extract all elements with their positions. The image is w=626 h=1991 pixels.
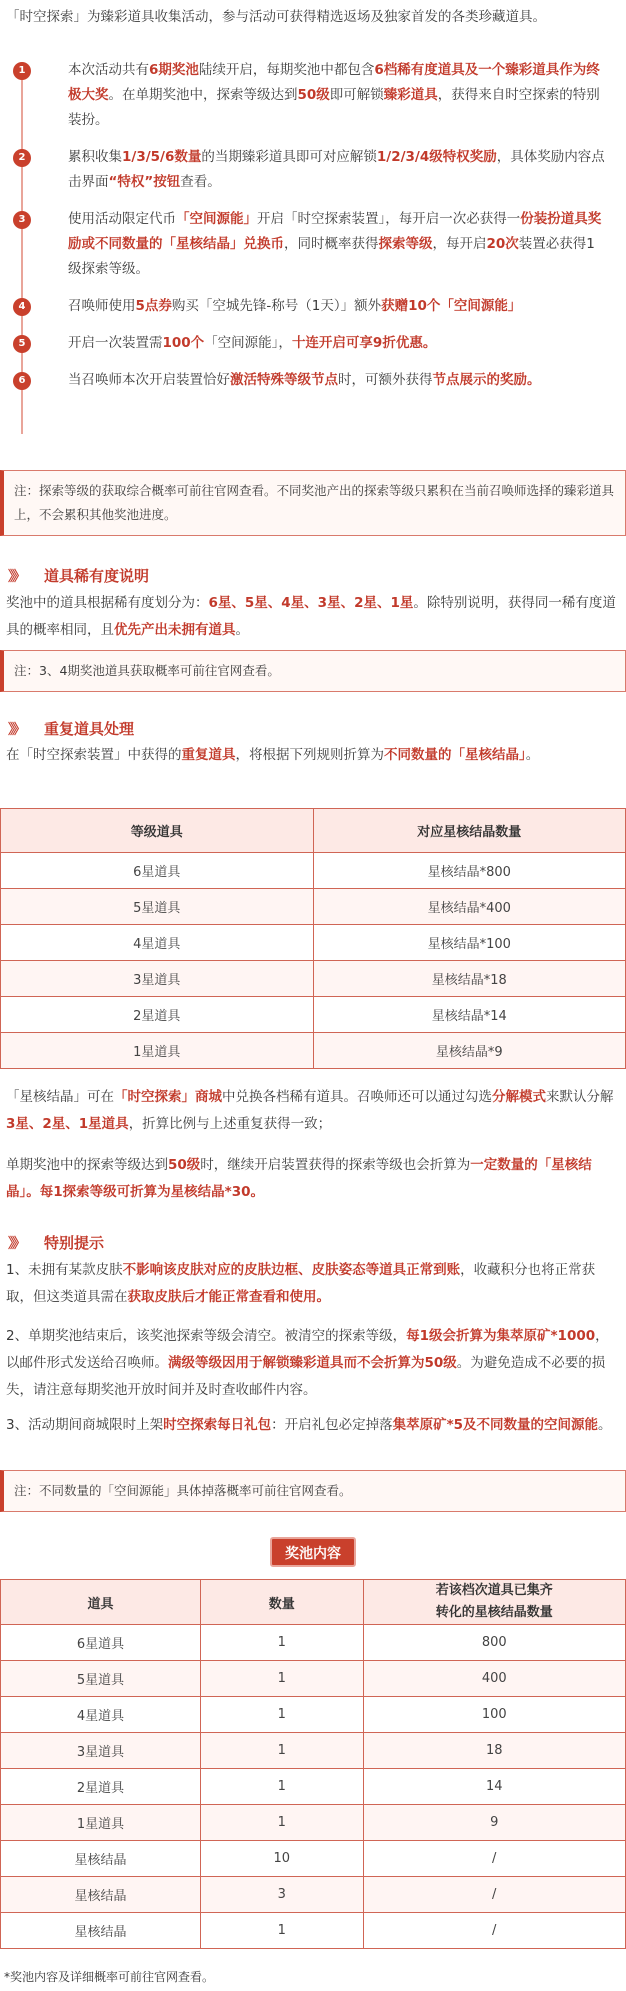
table-cell: 400 [363,1661,626,1697]
step-number-icon: 3 [13,211,31,229]
table-cell: 800 [363,1625,626,1661]
tip-2: 2、单期奖池结束后，该奖池探索等级会清空。被清空的探索等级，每1级会折算为集萃原矿*1000，以邮件形式发送给召唤师。满级等级因用于解锁臻彩道具而不会折算为50级。为避免造成不必要的损失，请注意每期奖池开放时间并及时查收邮件内容。 [6,1328,609,1398]
table-row [1,1805,626,1841]
table-cell: 3 [201,1877,364,1913]
section-header-duplicate [8,718,134,739]
tip-3: 3、活动期间商城限时上架时空探索每日礼包：开启礼包必定掉落集萃原矿*5及不同数量的空间源能。 [6,1417,612,1433]
table-row [1,1877,626,1913]
table-cell: 星核结晶 [1,1841,201,1877]
step-number-icon: 2 [13,149,31,167]
step-number-icon: 1 [13,62,31,80]
table-cell: 1 [201,1697,364,1733]
section-header-rarity [8,565,149,586]
step-item: 3 使用活动限定代币「空间源能」开启「时空探索装置」，每开启一次必获得一份装扮道具奖励或不同数量的「星核结晶」兑换币，同时概率获得探索等级，每开启20次装置必获得1级探索等级。 [0,207,626,282]
table-header: 若该档次道具已集齐 转化的星核结晶数量 [363,1580,626,1625]
section-title: 特别提示 [44,1234,105,1252]
table-cell: 星核结晶*400 [313,889,626,925]
chevron-icon: 》》 [8,569,23,585]
note-energy-drop: 注：不同数量的「空间源能」具体掉落概率可前往官网查看。 [0,1470,626,1512]
table-cell: 星核结晶*14 [313,997,626,1033]
table-row [1,889,626,925]
section-header-tips [8,1232,104,1253]
chevron-icon: 》》 [8,1236,23,1252]
table-cell: 星核结晶 [1,1913,201,1949]
step-number-icon: 6 [13,372,31,390]
table-row [1,1733,626,1769]
table-cell: 9 [363,1805,626,1841]
table-cell: / [363,1913,626,1949]
crystal-shop-description: 「星核结晶」可在「时空探索」商城中兑换各档稀有道具。召唤师还可以通过勾选分解模式来默认分解3星、2星、1星道具，折算比例与上述重复获得一致； [6,1089,614,1132]
table-cell: 星核结晶*9 [313,1033,626,1069]
table-header: 道具 [1,1580,201,1625]
chevron-icon: 》》 [8,722,23,738]
note-pool-probability: 注：3、4期奖池道具获取概率可前往官网查看。 [0,650,626,692]
table-cell: 1 [201,1769,364,1805]
table-cell: 4星道具 [1,925,314,961]
table-cell: 14 [363,1769,626,1805]
intro-paragraph [6,4,618,31]
table-cell: 10 [201,1841,364,1877]
table-row [1,1769,626,1805]
table-row [1,961,626,997]
table-row [1,1625,626,1661]
step-list [0,58,626,405]
table-cell: 星核结晶 [1,1877,201,1913]
step-item: 1 本次活动共有6期奖池陆续开启，每期奖池中都包含6档稀有度道具及一个臻彩道具作为终极大奖。在单期奖池中，探索等级达到50级即可解锁臻彩道具，获得来自时空探索的特别装扮。 [0,58,626,133]
level-conversion-description: 单期奖池中的探索等级达到50级时，继续开启装置获得的探索等级也会折算为一定数量的「星核结晶」。每1探索等级可折算为星核结晶*30。 [6,1157,592,1200]
rarity-description: 奖池中的道具根据稀有度划分为：6星、5星、4星、3星、2星、1星。除特别说明，获得同一稀有度道具的概率相同，且优先产出未拥有道具。 [6,595,616,638]
table-row [1,1913,626,1949]
step-item: 4 召唤师使用5点券购买「空城先锋-称号（1天）」额外获赠10个「空间源能」 [0,294,626,319]
table-cell: 1 [201,1805,364,1841]
table-row [1,1697,626,1733]
table-cell: / [363,1877,626,1913]
pool-content-table [0,1579,626,1949]
step-number-icon: 4 [13,298,31,316]
table-row [1,1661,626,1697]
step-item: 5 开启一次装置需100个「空间源能」，十连开启可享9折优惠。 [0,331,626,356]
table-cell: 6星道具 [1,1625,201,1661]
table-row [1,1841,626,1877]
table-cell: 星核结晶*18 [313,961,626,997]
table-cell: 100 [363,1697,626,1733]
table-header: 数量 [201,1580,364,1625]
table-cell: 星核结晶*100 [313,925,626,961]
table-cell: 5星道具 [1,889,314,925]
note-exploration-level: 注：探索等级的获取综合概率可前往官网查看。不同奖池产出的探索等级只累积在当前召唤师选择的臻彩道具上，不会累积其他奖池进度。 [0,470,626,536]
table-cell: 1星道具 [1,1033,314,1069]
tip-1: 1、未拥有某款皮肤不影响该皮肤对应的皮肤边框、皮肤姿态等道具正常到账，收藏积分也将正常获取，但这类道具需在获取皮肤后才能正常查看和使用。 [6,1262,596,1305]
section-title: 道具稀有度说明 [44,567,150,585]
table-row [1,997,626,1033]
table-cell: 3星道具 [1,961,314,997]
intro-event-name: 「时空探索」 [6,9,87,25]
duplicate-description: 在「时空探索装置」中获得的重复道具，将根据下列规则折算为不同数量的「星核结晶」。 [6,747,540,763]
table-row [1,1033,626,1069]
intro-text: 为臻彩道具收集活动，参与活动可获得精选返场及独家首发的各类珍藏道具。 [87,9,546,25]
table-cell: 2星道具 [1,1769,201,1805]
table-row [1,853,626,889]
step-item: 2 累积收集1/3/5/6数量的当期臻彩道具即可对应解锁1/2/3/4级特权奖励，具体奖励内容点击界面“特权”按钮查看。 [0,145,626,195]
table-cell: 星核结晶*800 [313,853,626,889]
table-cell: 5星道具 [1,1661,201,1697]
table-cell: 2星道具 [1,997,314,1033]
table-cell: 18 [363,1733,626,1769]
table-cell: 3星道具 [1,1733,201,1769]
table-header: 对应星核结晶数量 [313,809,626,853]
pool-title-badge: 奖池内容 [270,1537,356,1567]
duplicate-conversion-table [0,808,626,1069]
footnote: *奖池内容及详细概率可前往官网查看。 [4,1970,215,1984]
step-number-icon: 5 [13,335,31,353]
table-cell: 4星道具 [1,1697,201,1733]
section-title: 重复道具处理 [44,720,135,738]
table-row [1,925,626,961]
table-cell: 1星道具 [1,1805,201,1841]
table-cell: / [363,1841,626,1877]
table-cell: 1 [201,1625,364,1661]
table-header: 等级道具 [1,809,314,853]
table-cell: 6星道具 [1,853,314,889]
table-cell: 1 [201,1661,364,1697]
table-cell: 1 [201,1733,364,1769]
table-cell: 1 [201,1913,364,1949]
step-item: 6 当召唤师本次开启装置恰好激活特殊等级节点时，可额外获得节点展示的奖励。 [0,368,626,393]
